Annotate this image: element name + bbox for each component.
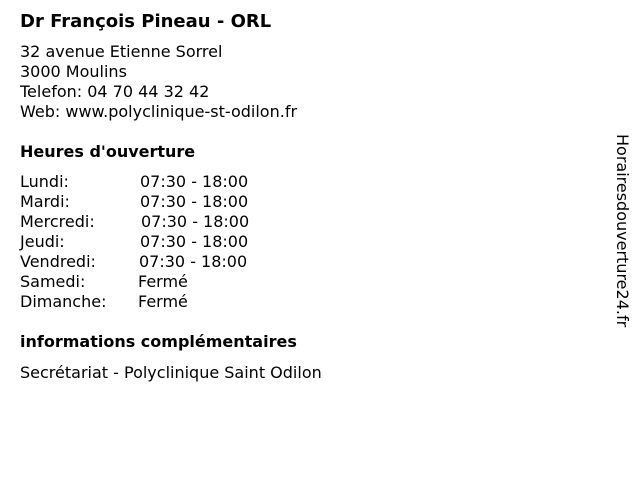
street-address: 32 avenue Etienne Sorrel — [20, 42, 223, 61]
web-line: Web: www.polyclinique-st-odilon.fr — [20, 102, 298, 121]
city-line: 3000 Moulins — [20, 62, 127, 81]
practice-card — [20, 10, 600, 383]
hours-time: Fermé — [138, 292, 188, 311]
practice-title: Dr François Pineau - ORL — [20, 11, 272, 32]
hours-day: Lundi: — [20, 172, 69, 191]
hours-row-mardi — [20, 192, 600, 212]
hours-row-mercredi — [20, 212, 600, 232]
hours-row-samedi — [20, 272, 600, 292]
hours-row-jeudi — [20, 232, 600, 252]
hours-row-dimanche — [20, 292, 600, 312]
hours-day: Mercredi: — [20, 212, 95, 231]
hours-heading: Heures d'ouverture — [20, 142, 196, 161]
hours-time: 07:30 - 18:00 — [140, 172, 249, 191]
info-text: Secrétariat - Polyclinique Saint Odilon — [20, 363, 322, 382]
hours-day: Mardi: — [20, 192, 70, 211]
hours-time: 07:30 - 18:00 — [140, 192, 249, 211]
hours-time: 07:30 - 18:00 — [139, 252, 248, 271]
hours-day: Samedi: — [20, 272, 86, 291]
hours-time: 07:30 - 18:00 — [140, 232, 249, 251]
hours-table — [20, 172, 600, 312]
hours-row-vendredi — [20, 252, 600, 272]
info-heading: informations complémentaires — [20, 332, 297, 351]
site-watermark: Horairesdouverture24.fr — [613, 134, 632, 328]
phone-line: Telefon: 04 70 44 32 42 — [20, 82, 210, 101]
hours-time: 07:30 - 18:00 — [141, 212, 250, 231]
hours-time: Fermé — [138, 272, 188, 291]
address-block — [20, 42, 600, 122]
hours-day: Jeudi: — [20, 232, 65, 251]
hours-row-lundi — [20, 172, 600, 192]
hours-day: Vendredi: — [20, 252, 96, 271]
hours-day: Dimanche: — [20, 292, 107, 311]
